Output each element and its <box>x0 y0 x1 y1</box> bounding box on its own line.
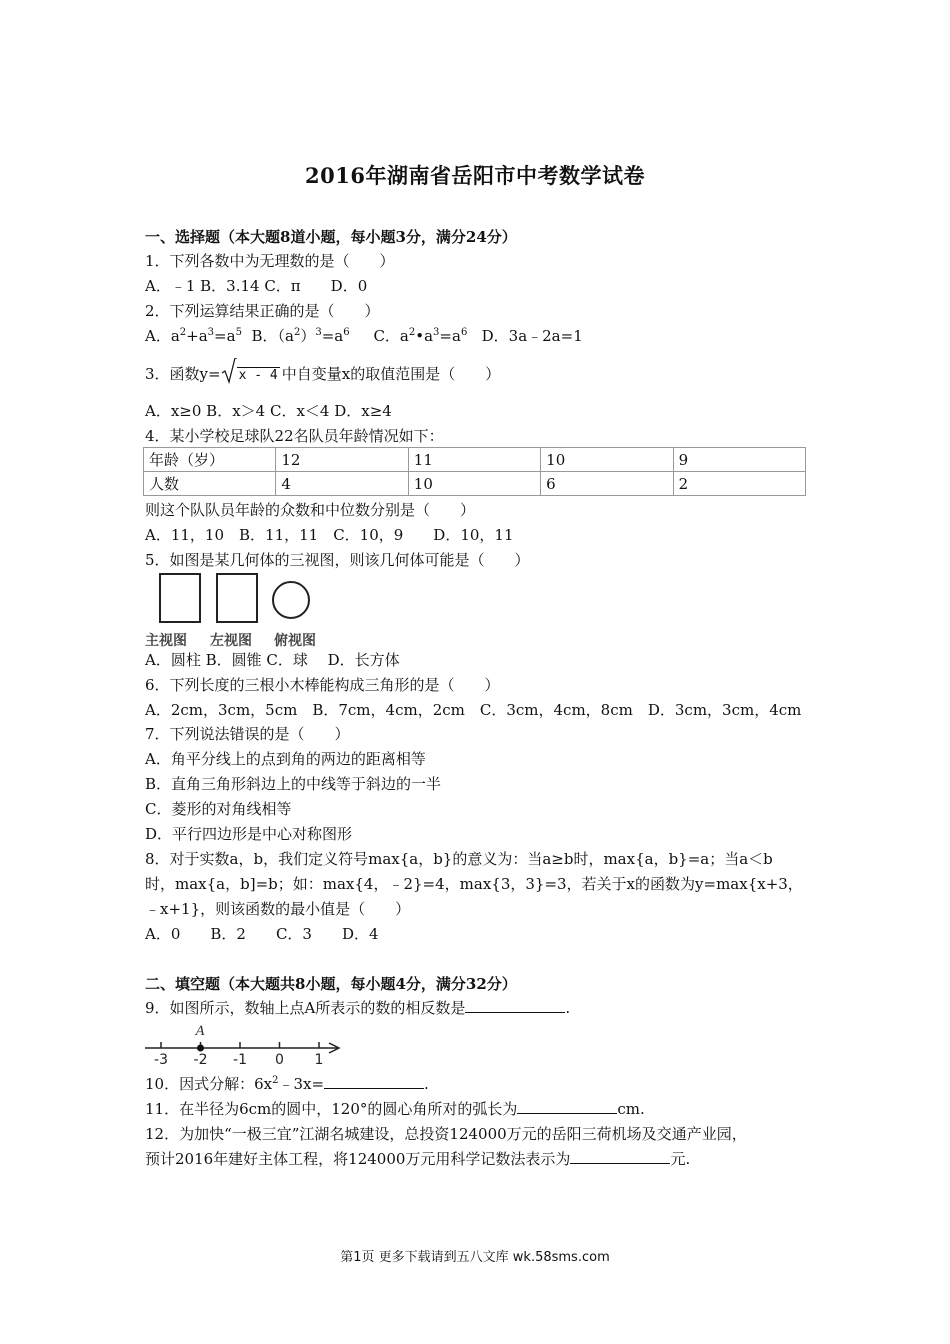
age-table <box>143 447 806 496</box>
table-row <box>144 448 806 472</box>
table-row <box>144 472 806 496</box>
table-cell: 年龄（岁） <box>144 448 276 472</box>
q7-option-a: A．角平分线上的点到角的两边的距离相等 <box>145 750 426 768</box>
q6-options: A．2cm，3cm，5cm B．7cm，4cm，2cm C．3cm，4cm，8cm D．3cm，3cm，4cm <box>145 701 802 719</box>
three-views-figure <box>145 572 325 628</box>
answer-blank <box>465 998 565 1013</box>
q3-stem: 3．函数y= x - 4 中自变量x的取值范围是（ ） <box>145 364 500 386</box>
tick-label: -3 <box>154 1052 168 1068</box>
side-view-label: 左视图 <box>210 633 252 649</box>
q1-stem: 1．下列各数中为无理数的是（ ） <box>145 252 395 270</box>
q7-stem: 7．下列说法错误的是（ ） <box>145 725 350 743</box>
q3-options: A．x≥0 B．x＞4 C．x＜4 D．x≥4 <box>145 402 392 420</box>
table-cell: 4 <box>276 472 408 496</box>
q7-option-c: C．菱形的对角线相等 <box>145 800 292 818</box>
q9-stem: 9．如图所示，数轴上点A所表示的数的相反数是 . <box>145 999 571 1017</box>
q4-options: A．11，10 B．11，11 C．10，9 D．10，11 <box>145 526 514 544</box>
q5-stem: 5．如图是某几何体的三视图，则该几何体可能是（ ） <box>145 551 530 569</box>
q10-stem: 10．因式分解：$6x^2﹣3x=$ . <box>145 1075 429 1093</box>
table-cell: 10 <box>408 472 540 496</box>
tick-label: -1 <box>233 1052 247 1068</box>
tick-label: -2 <box>193 1052 208 1068</box>
q7-option-b: B．直角三角形斜边上的中线等于斜边的一半 <box>145 775 442 793</box>
tick-label: 0 <box>275 1052 284 1068</box>
table-cell: 9 <box>673 448 805 472</box>
q5-options: A．圆柱 B．圆锥 C．球 D．长方体 <box>145 651 400 669</box>
q2-stem: 2．下列运算结果正确的是（ ） <box>145 302 380 320</box>
q4-question: 则这个队队员年龄的众数和中位数分别是（ ） <box>145 501 476 519</box>
table-cell: 人数 <box>144 472 276 496</box>
number-line-figure <box>143 1022 343 1068</box>
q8-line-3: ﹣x+1}，则该函数的最小值是（ ） <box>145 900 411 918</box>
answer-blank <box>517 1099 617 1114</box>
point-a-label: A <box>195 1024 206 1039</box>
q8-options: A．0 B．2 C．3 D．4 <box>145 925 379 943</box>
answer-blank <box>324 1074 424 1089</box>
q11-stem: 11．在半径为6cm的圆中，120°的圆心角所对的弧长为 cm. <box>145 1100 645 1118</box>
point-a <box>197 1045 204 1052</box>
q12-line-2: 预计2016年建好主体工程，将124000万元用科学记数法表示为 元. <box>145 1150 691 1168</box>
sqrt-symbol <box>221 364 280 386</box>
table-cell: 11 <box>408 448 540 472</box>
page-footer: 第1页 更多下载请到五八文库 wk.58sms.com <box>340 1250 610 1265</box>
q1-options: A．﹣1 B．3.14 C．π D．0 <box>145 277 368 295</box>
q8-line-2: 时，max{a，b]=b；如：max{4，﹣2}=4，max{3，3}=3，若关于x的函数为y=max{x+3， <box>145 875 803 893</box>
front-view-label: 主视图 <box>145 633 187 649</box>
q7-option-d: D．平行四边形是中心对称图形 <box>145 825 353 843</box>
side-view-rect <box>217 574 257 622</box>
q6-stem: 6．下列长度的三根小木棒能构成三角形的是（ ） <box>145 676 500 694</box>
tick-label: 1 <box>314 1052 324 1068</box>
page-title: 2016年湖南省岳阳市中考数学试卷 <box>305 163 645 188</box>
q2-options: A．$a^2+a^3=a^5$ B．$(a^2)^3=a^6$ C．$a^2•a^3=a^6$ D．3a﹣2a=1 <box>145 327 583 345</box>
top-view-label: 俯视图 <box>274 633 316 649</box>
q12-line-1: 12．为加快“一极三宜”江湖名城建设，总投资124000万元的岳阳三荷机场及交通产业园， <box>145 1125 747 1143</box>
section-2-header: 二、填空题（本大题共8小题，每小题4分，满分32分） <box>145 975 517 993</box>
q4-stem: 4．某小学校足球队22名队员年龄情况如下： <box>145 427 444 445</box>
q8-line-1: 8．对于实数a，b，我们定义符号max{a，b}的意义为：当a≥b时，max{a，b}=a；当a＜b <box>145 850 773 868</box>
section-1-header: 一、选择题（本大题8道小题，每小题3分，满分24分） <box>145 228 517 246</box>
front-view-rect <box>160 574 200 622</box>
radicand: x - 4 <box>238 368 278 383</box>
table-cell: 2 <box>673 472 805 496</box>
table-cell: 10 <box>541 448 673 472</box>
table-cell: 12 <box>276 448 408 472</box>
answer-blank <box>570 1149 670 1164</box>
table-cell: 6 <box>541 472 673 496</box>
top-view-circle <box>273 582 309 618</box>
